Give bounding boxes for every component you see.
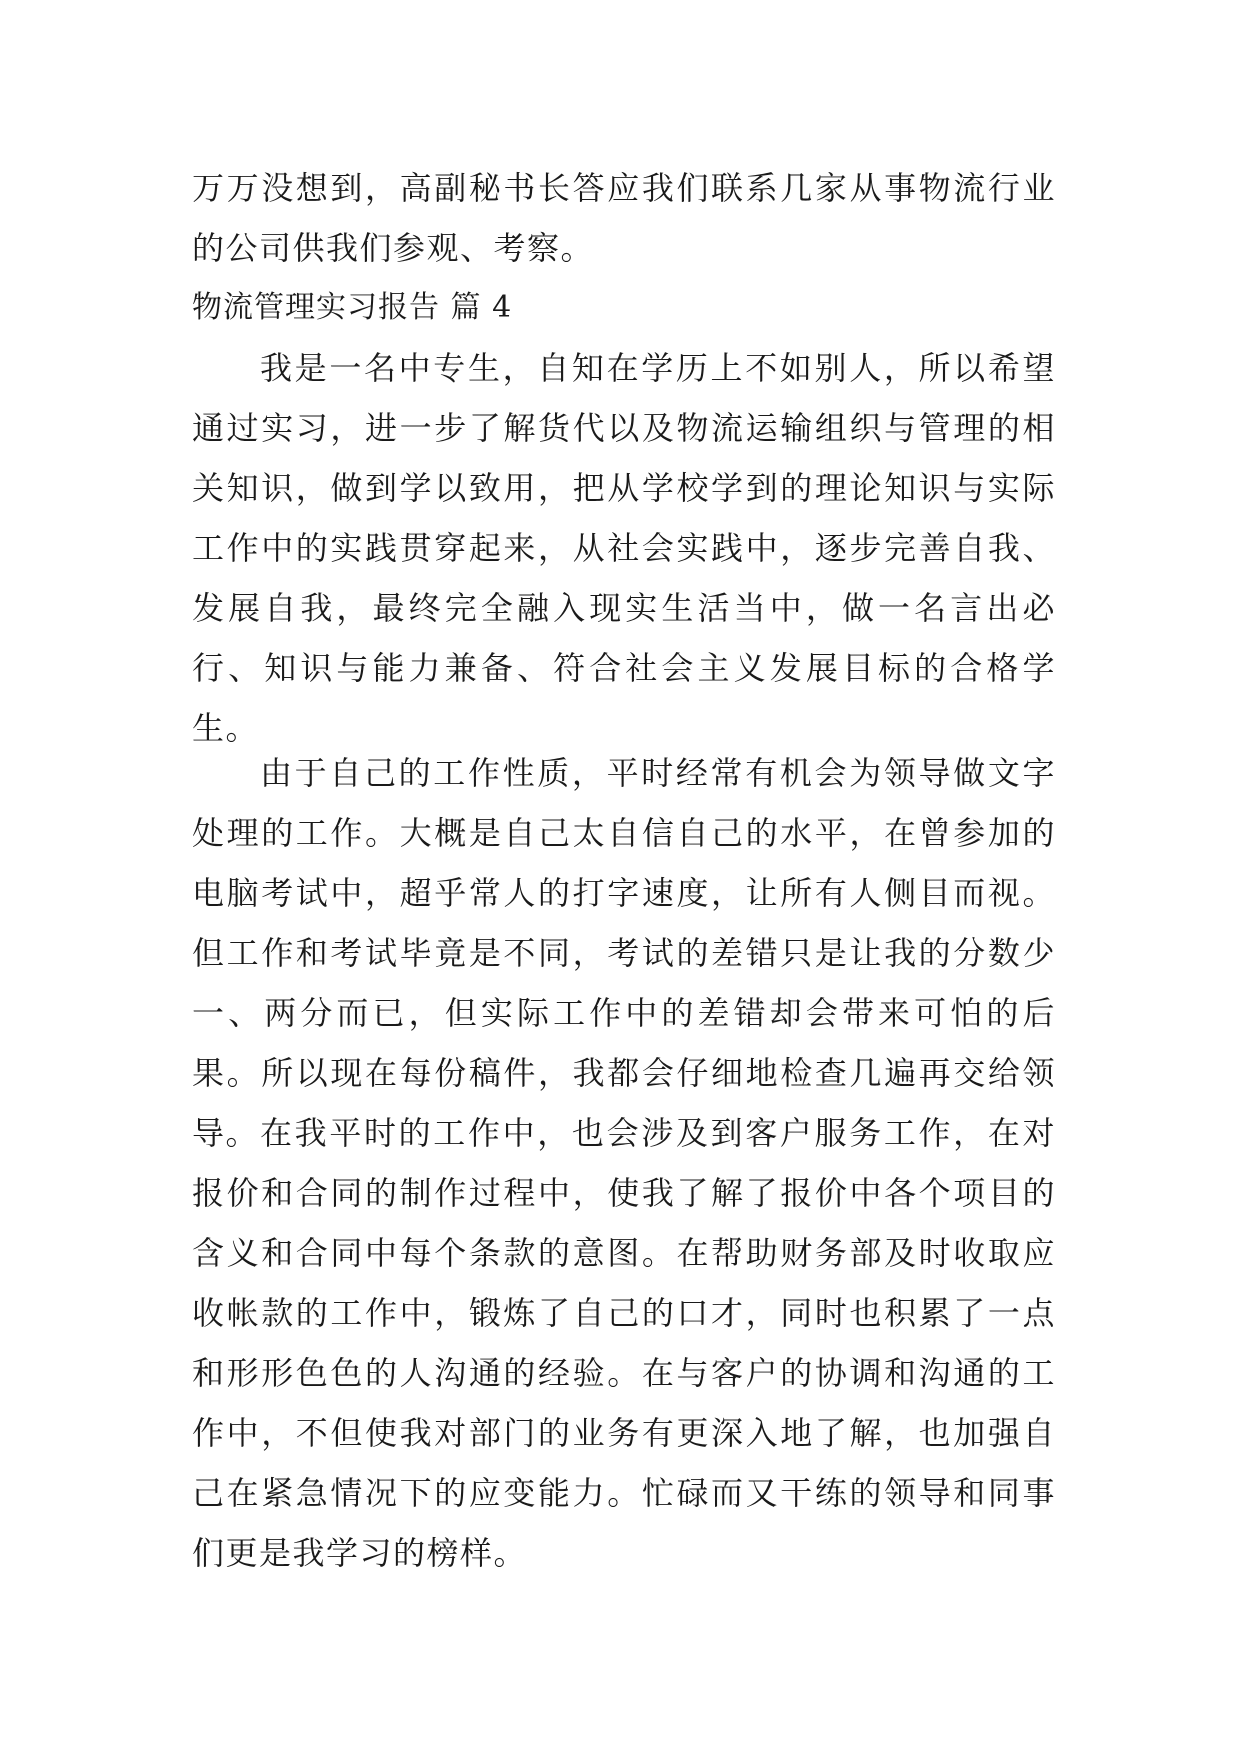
paragraph-work: 由于自己的工作性质，平时经常有机会为领导做文字处理的工作。大概是自己太自信自己的水平，在曾参加的电脑考试中，超乎常人的打字速度，让所有人侧目而视。但工作和考试毕竟是不同，考试的差错只是让我的分数少一、两分而已，但实际工作中的差错却会带来可怕的后果。所以现在每份稿件，我都会仔细地检查几遍再交给领导。: [192, 754, 1056, 1152]
section-heading: 物流管理实习报告 篇 4: [192, 290, 513, 325]
paragraph-intro: 我是一名中专生，自知在学历上不如别人，所以希望通过实习，进一步了解货代以及物流运输组织与管理的相关知识，做到学以致用，把从学校学到的理论知识与实际工作中的实践贯穿起来，从社会实践中，逐步完善自我、发展自我，最终完全融入现实生活当中，做一名言出必行、知识与能力兼备、符合社会主义发展目标的合格学生。: [192, 349, 1056, 747]
paragraph-continued: 万万没想到，高副秘书长答应我们联系几家从事物流行业的公司供我们参观、考察。: [192, 169, 1056, 267]
paragraph-service: 在我平时的工作中，也会涉及到客户服务工作，在对报价和合同的制作过程中，使我了解了报价中各个项目的含义和合同中每个条款的意图。在帮助财务部及时收取应收帐款的工作中，锻炼了自己的口才，同时也积累了一点和形形色色的人沟通的经验。在与客户的协调和沟通的工作中，不但使我对部门的业务有更深入地了解，也加强自己在紧急情况下的应变能力。忙碌而又干练的领导和同事们更是我学习的榜样。: [192, 1114, 1056, 1572]
